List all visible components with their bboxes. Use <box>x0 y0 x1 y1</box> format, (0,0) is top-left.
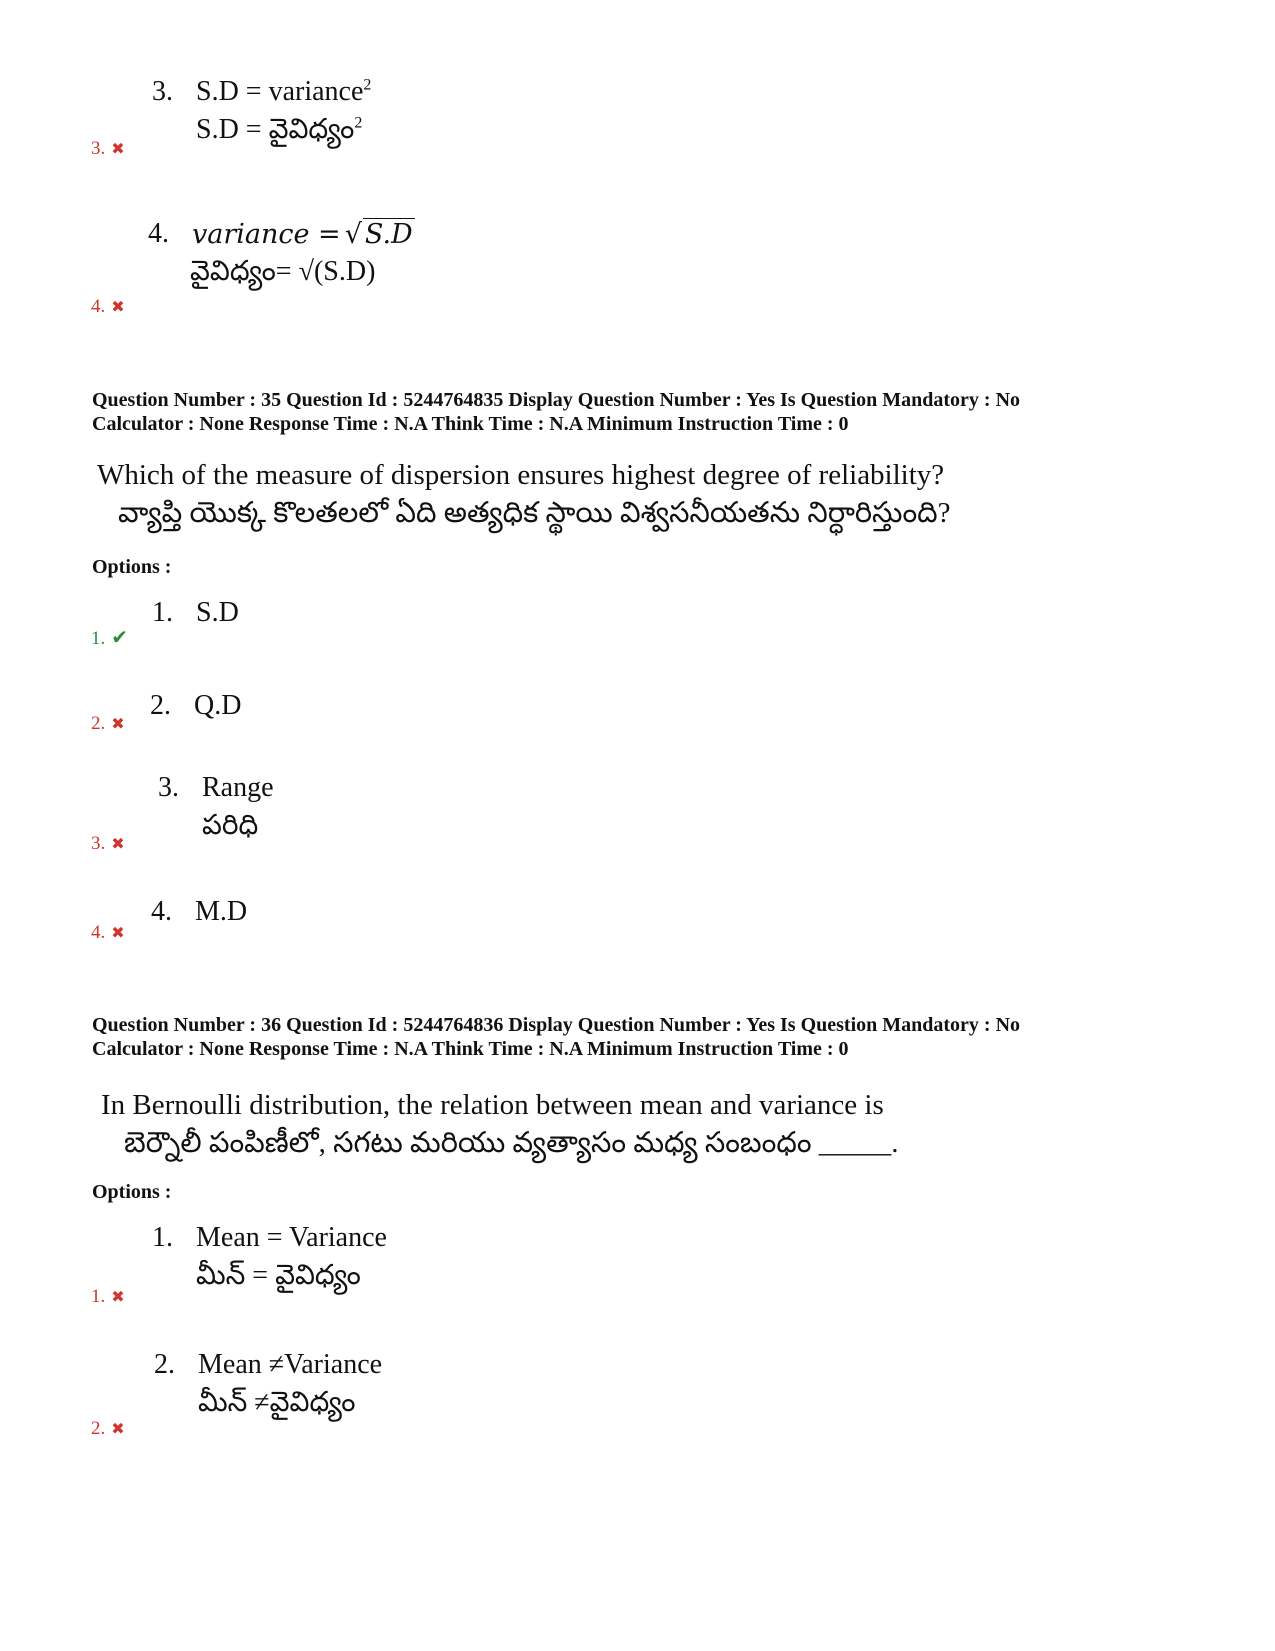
superscript: 2 <box>354 114 363 132</box>
option-marker <box>91 1286 125 1308</box>
cross-mark-icon: ✖ <box>111 1289 125 1306</box>
question-meta-line2: Calculator : None Response Time : N.A Think Time : N.A Minimum Instruction Time : 0 <box>92 1038 849 1060</box>
option-number: 2. <box>150 690 171 721</box>
option-text: Mean = Variance <box>196 1222 387 1253</box>
marker-label: 1. <box>91 1286 106 1307</box>
math-left: variance = <box>192 219 341 250</box>
option-text-telugu: వైవిధ్యం= √(S.D) <box>190 256 376 287</box>
options-label: Options : <box>92 1181 172 1203</box>
option-text-telugu: మీన్ ≠వైవిధ్యం <box>198 1387 356 1418</box>
options-label: Options : <box>92 556 172 578</box>
question-meta-line1: Question Number : 36 Question Id : 5244764836 Display Question Number : Yes Is Question Mandatory : No <box>92 1014 1021 1036</box>
question-meta-line1: Question Number : 35 Question Id : 5244764835 Display Question Number : Yes Is Question Mandatory : No <box>92 389 1021 411</box>
option-text-telugu: పరిధి <box>202 810 259 841</box>
option-text-telugu <box>196 114 362 152</box>
cross-mark-icon: ✖ <box>111 141 125 158</box>
cross-mark-icon: ✖ <box>111 925 125 942</box>
option-text-base: S.D = variance <box>196 76 364 107</box>
option-number: 1. <box>152 1222 173 1253</box>
option-marker <box>91 138 125 160</box>
check-mark-icon: ✔ <box>111 627 129 649</box>
marker-label: 4. <box>91 922 106 943</box>
marker-label: 1. <box>91 628 106 649</box>
question-meta-line2: Calculator : None Response Time : N.A Think Time : N.A Minimum Instruction Time : 0 <box>92 413 849 435</box>
radical-content: S.D <box>364 219 413 250</box>
marker-label: 3. <box>91 138 106 159</box>
option-number: 3. <box>158 772 179 803</box>
option-text: S.D <box>196 597 239 628</box>
question-text-english: In Bernoulli distribution, the relation between mean and variance is <box>101 1089 884 1121</box>
option-text-telugu-base: S.D = వైవిధ్యం <box>196 114 355 145</box>
question-text-telugu: బెర్నౌలీ పంపిణీలో, సగటు మరియు వ్యత్యాసం మధ్య సంబంధం _____. <box>124 1127 899 1159</box>
marker-label: 2. <box>91 1418 106 1439</box>
option-text: Mean ≠Variance <box>198 1349 383 1380</box>
option-number: 3. <box>152 76 173 107</box>
option-text: Range <box>202 772 274 803</box>
option-number: 4. <box>151 896 172 927</box>
cross-mark-icon: ✖ <box>111 299 125 316</box>
option-text <box>196 76 371 108</box>
superscript: 2 <box>363 76 372 94</box>
option-marker <box>91 625 128 650</box>
marker-label: 3. <box>91 833 106 854</box>
option-math <box>192 218 415 250</box>
cross-mark-icon: ✖ <box>111 836 125 853</box>
option-number: 1. <box>152 597 173 628</box>
option-number: 4. <box>148 218 169 249</box>
marker-label: 2. <box>91 713 106 734</box>
question-text-telugu: వ్యాప్తి యొక్క కొలతలలో ఏది అత్యధిక స్థాయి విశ్వసనీయతను నిర్ధారిస్తుంది? <box>118 497 951 529</box>
radical-sign: √ <box>344 219 362 250</box>
marker-label: 4. <box>91 296 106 317</box>
option-marker <box>91 922 125 944</box>
option-marker <box>91 1418 125 1440</box>
cross-mark-icon: ✖ <box>111 1421 125 1438</box>
option-marker <box>91 833 125 855</box>
cross-mark-icon: ✖ <box>111 716 125 733</box>
option-number: 2. <box>154 1349 175 1380</box>
option-text-telugu: మీన్ = వైవిధ్యం <box>196 1260 361 1291</box>
option-marker <box>91 713 125 735</box>
option-text: Q.D <box>194 690 242 721</box>
option-marker <box>91 296 125 318</box>
question-text-english: Which of the measure of dispersion ensures highest degree of reliability? <box>97 459 945 491</box>
option-text: M.D <box>195 896 248 927</box>
